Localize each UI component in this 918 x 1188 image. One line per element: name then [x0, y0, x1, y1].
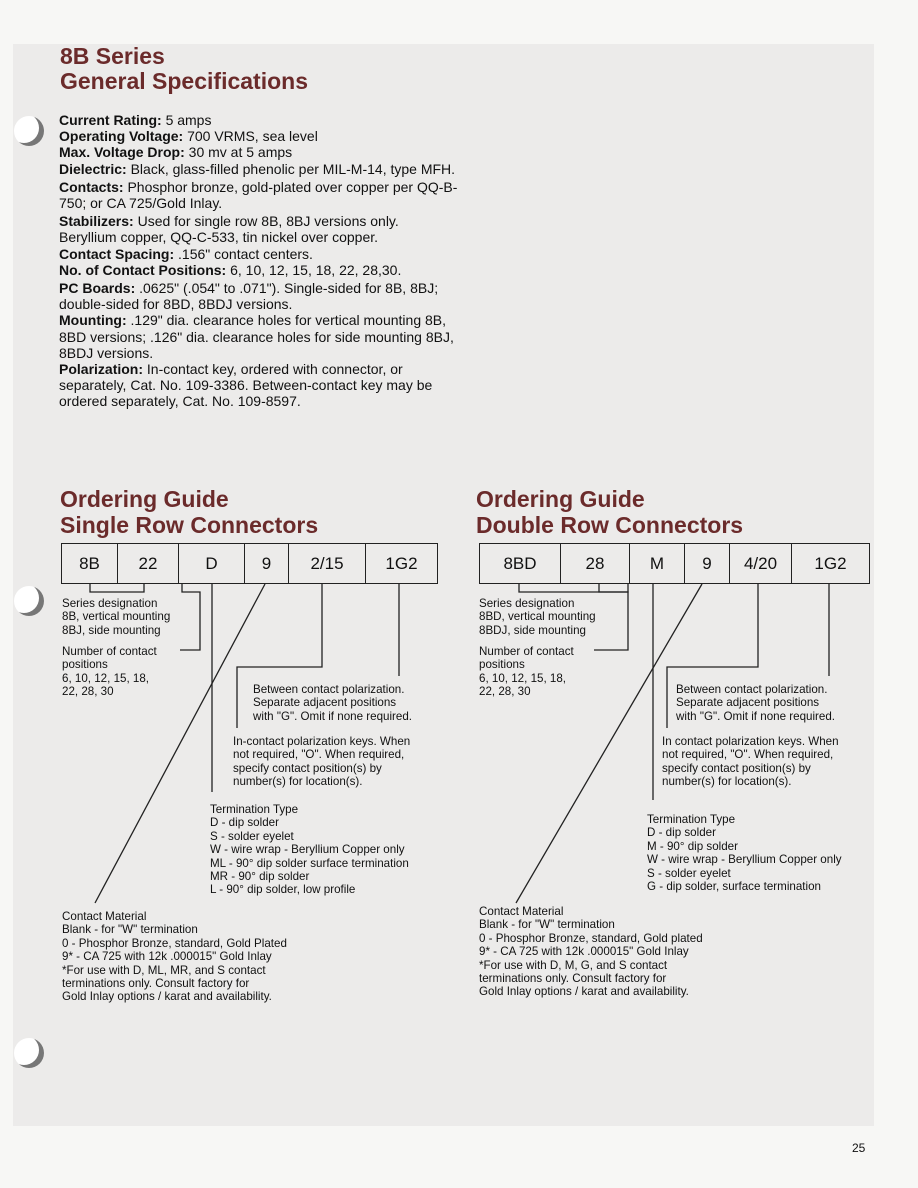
- spec-value: 700 VRMS, sea level: [187, 128, 318, 145]
- note-line: MR - 90° dip solder: [210, 870, 310, 884]
- note-line: G - dip solder, surface termination: [647, 880, 821, 894]
- code-between-keys: 1G2: [385, 553, 418, 573]
- code-termination: D: [179, 544, 245, 583]
- note-line: not required, "O". When required,: [233, 748, 405, 762]
- code-material: 9: [685, 544, 730, 583]
- note-line: S - solder eyelet: [210, 829, 294, 843]
- note-line: M - 90° dip solder: [647, 839, 738, 853]
- note-line: 8B, vertical mounting: [62, 610, 171, 624]
- spec-value: 5 amps: [165, 112, 212, 128]
- note-line: L - 90° dip solder, low profile: [210, 883, 356, 897]
- note-line: 8BJ, side mounting: [62, 623, 161, 637]
- note-line: number(s) for location(s).: [662, 775, 792, 789]
- note-line: Gold Inlay options / karat and availability.: [479, 985, 689, 999]
- code-positions: 22: [118, 544, 179, 583]
- double-series-note: [479, 597, 596, 637]
- code-between-keys: 1G2: [814, 553, 847, 573]
- note-line: W - wire wrap - Beryllium Copper only: [210, 843, 405, 857]
- spec-label: Mounting:: [59, 312, 127, 329]
- code-incontact-keys: 2/15: [289, 544, 366, 583]
- double-title-line-2: Double Row Connectors: [476, 512, 744, 538]
- note-line: In contact polarization keys. When: [662, 735, 839, 748]
- note-line: ML - 90° dip solder surface termination: [210, 856, 409, 870]
- note-line: Between contact polarization.: [676, 683, 828, 696]
- spec-label: Contact Spacing:: [59, 245, 175, 262]
- single-positions-note: [62, 645, 157, 699]
- note-line: 0 - Phosphor Bronze, standard, Gold plated: [479, 931, 703, 945]
- note-line: Between contact polarization.: [253, 683, 405, 696]
- note-line: Gold Inlay options / karat and availability.: [62, 990, 272, 1004]
- note-line: Termination Type: [210, 803, 299, 816]
- note-line: number(s) for location(s).: [233, 775, 363, 789]
- spec-value: Black, glass-filled phenolic per MIL-M-14, type MFH.: [130, 160, 456, 177]
- spec-value: Phosphor bronze, gold-plated over copper per QQ-B-750; or CA 725/Gold Inlay.: [59, 178, 458, 212]
- spec-label: PC Boards:: [59, 280, 136, 297]
- note-line: 8BD, vertical mounting: [479, 610, 596, 624]
- note-line: Series designation: [479, 597, 575, 610]
- double-title-line-1: Ordering Guide: [476, 486, 645, 512]
- double-termination-note: [647, 813, 842, 893]
- note-line: terminations only. Consult factory for: [479, 972, 667, 986]
- note-line: specify contact position(s) by: [662, 761, 811, 775]
- spec-value: 6, 10, 12, 15, 18, 22, 28,30.: [230, 261, 402, 278]
- spec-label: Dielectric:: [59, 160, 127, 177]
- single-material-note: [62, 910, 287, 1004]
- note-line: Separate adjacent positions: [253, 696, 397, 710]
- spec-label: No. of Contact Positions:: [59, 261, 227, 278]
- double-material-note: [479, 905, 703, 999]
- single-title-line-2: Single Row Connectors: [60, 512, 319, 538]
- code-material: 9: [245, 544, 289, 583]
- note-line: 9* - CA 725 with 12k .000015" Gold Inlay: [62, 950, 272, 964]
- spec-value: .156" contact centers.: [178, 245, 313, 262]
- single-termination-note: [210, 803, 409, 897]
- note-line: Contact Material: [62, 910, 147, 923]
- note-line: D - dip solder: [210, 816, 279, 830]
- single-between-note: [253, 683, 412, 723]
- note-line: In-contact polarization keys. When: [233, 735, 411, 748]
- spec-value: .129" dia. clearance holes for vertical mounting 8B, 8BD versions; .126" dia. clearance holes for side mounting 8BJ, 8BDJ versions.: [59, 312, 454, 361]
- note-line: 6, 10, 12, 15, 18,: [62, 671, 150, 685]
- note-line: specify contact position(s) by: [233, 761, 382, 775]
- note-line: Number of contact: [479, 645, 574, 658]
- note-line: not required, "O". When required,: [662, 748, 834, 762]
- spec-value: .0625" (.054" to .071"). Single-sided for 8B, 8BJ; double-sided for 8BD, 8BDJ versions.: [59, 280, 439, 313]
- double-between-note: [676, 683, 835, 723]
- code-series: 8BD: [480, 544, 561, 583]
- note-line: 22, 28, 30: [62, 685, 114, 699]
- title-line-1: 8B Series: [60, 43, 165, 69]
- note-line: 8BDJ, side mounting: [479, 623, 586, 637]
- double-incontact-note: [662, 735, 839, 789]
- spec-label: Current Rating:: [59, 112, 162, 128]
- note-line: Blank - for "W" termination: [62, 923, 198, 937]
- spec-label: Operating Voltage:: [59, 128, 184, 145]
- note-line: Series designation: [62, 597, 158, 610]
- spec-label: Polarization:: [59, 361, 144, 378]
- note-line: Contact Material: [479, 905, 564, 918]
- code-incontact-keys: 4/20: [730, 544, 792, 583]
- note-line: with "G". Omit if none required.: [253, 709, 413, 723]
- code-series: 8B: [62, 544, 118, 583]
- single-series-note: [62, 597, 170, 637]
- spec-value: Used for single row 8B, 8BJ versions only. Beryllium copper, QQ-C-533, tin nickel over copper.: [59, 213, 399, 246]
- note-line: positions: [62, 658, 108, 672]
- note-line: S - solder eyelet: [647, 866, 731, 880]
- note-line: with "G". Omit if none required.: [676, 709, 836, 723]
- note-line: W - wire wrap - Beryllium Copper only: [647, 853, 842, 867]
- code-termination: M: [630, 544, 685, 583]
- note-line: 0 - Phosphor Bronze, standard, Gold Plated: [62, 936, 287, 950]
- page-number: 25: [852, 1141, 866, 1155]
- spec-value: In-contact key, ordered with connector, or separately, Cat. No. 109-3386. Between-contact key may be ordered separately, Cat. No. 109-8597.: [59, 361, 433, 410]
- note-line: *For use with D, M, G, and S contact: [479, 958, 668, 972]
- note-line: 9* - CA 725 with 12k .000015" Gold Inlay: [479, 945, 689, 959]
- spec-label: Stabilizers:: [59, 213, 134, 230]
- note-line: terminations only. Consult factory for: [62, 977, 250, 991]
- note-line: Number of contact: [62, 645, 157, 658]
- spec-label: Max. Voltage Drop:: [59, 144, 185, 161]
- code-positions: 28: [561, 544, 630, 583]
- double-positions-note: [479, 645, 574, 699]
- note-line: Termination Type: [647, 813, 736, 826]
- note-line: Blank - for "W" termination: [479, 918, 615, 932]
- note-line: 22, 28, 30: [479, 685, 531, 699]
- note-line: Separate adjacent positions: [676, 696, 820, 710]
- spec-label: Contacts:: [59, 178, 124, 195]
- title-line-2: General Specifications: [60, 68, 308, 94]
- note-line: positions: [479, 658, 525, 672]
- spec-value: 30 mv at 5 amps: [188, 144, 293, 161]
- note-line: *For use with D, ML, MR, and S contact: [62, 963, 266, 977]
- single-incontact-note: [233, 735, 410, 789]
- single-title-line-1: Ordering Guide: [60, 486, 229, 512]
- note-line: 6, 10, 12, 15, 18,: [479, 671, 567, 685]
- note-line: D - dip solder: [647, 826, 716, 840]
